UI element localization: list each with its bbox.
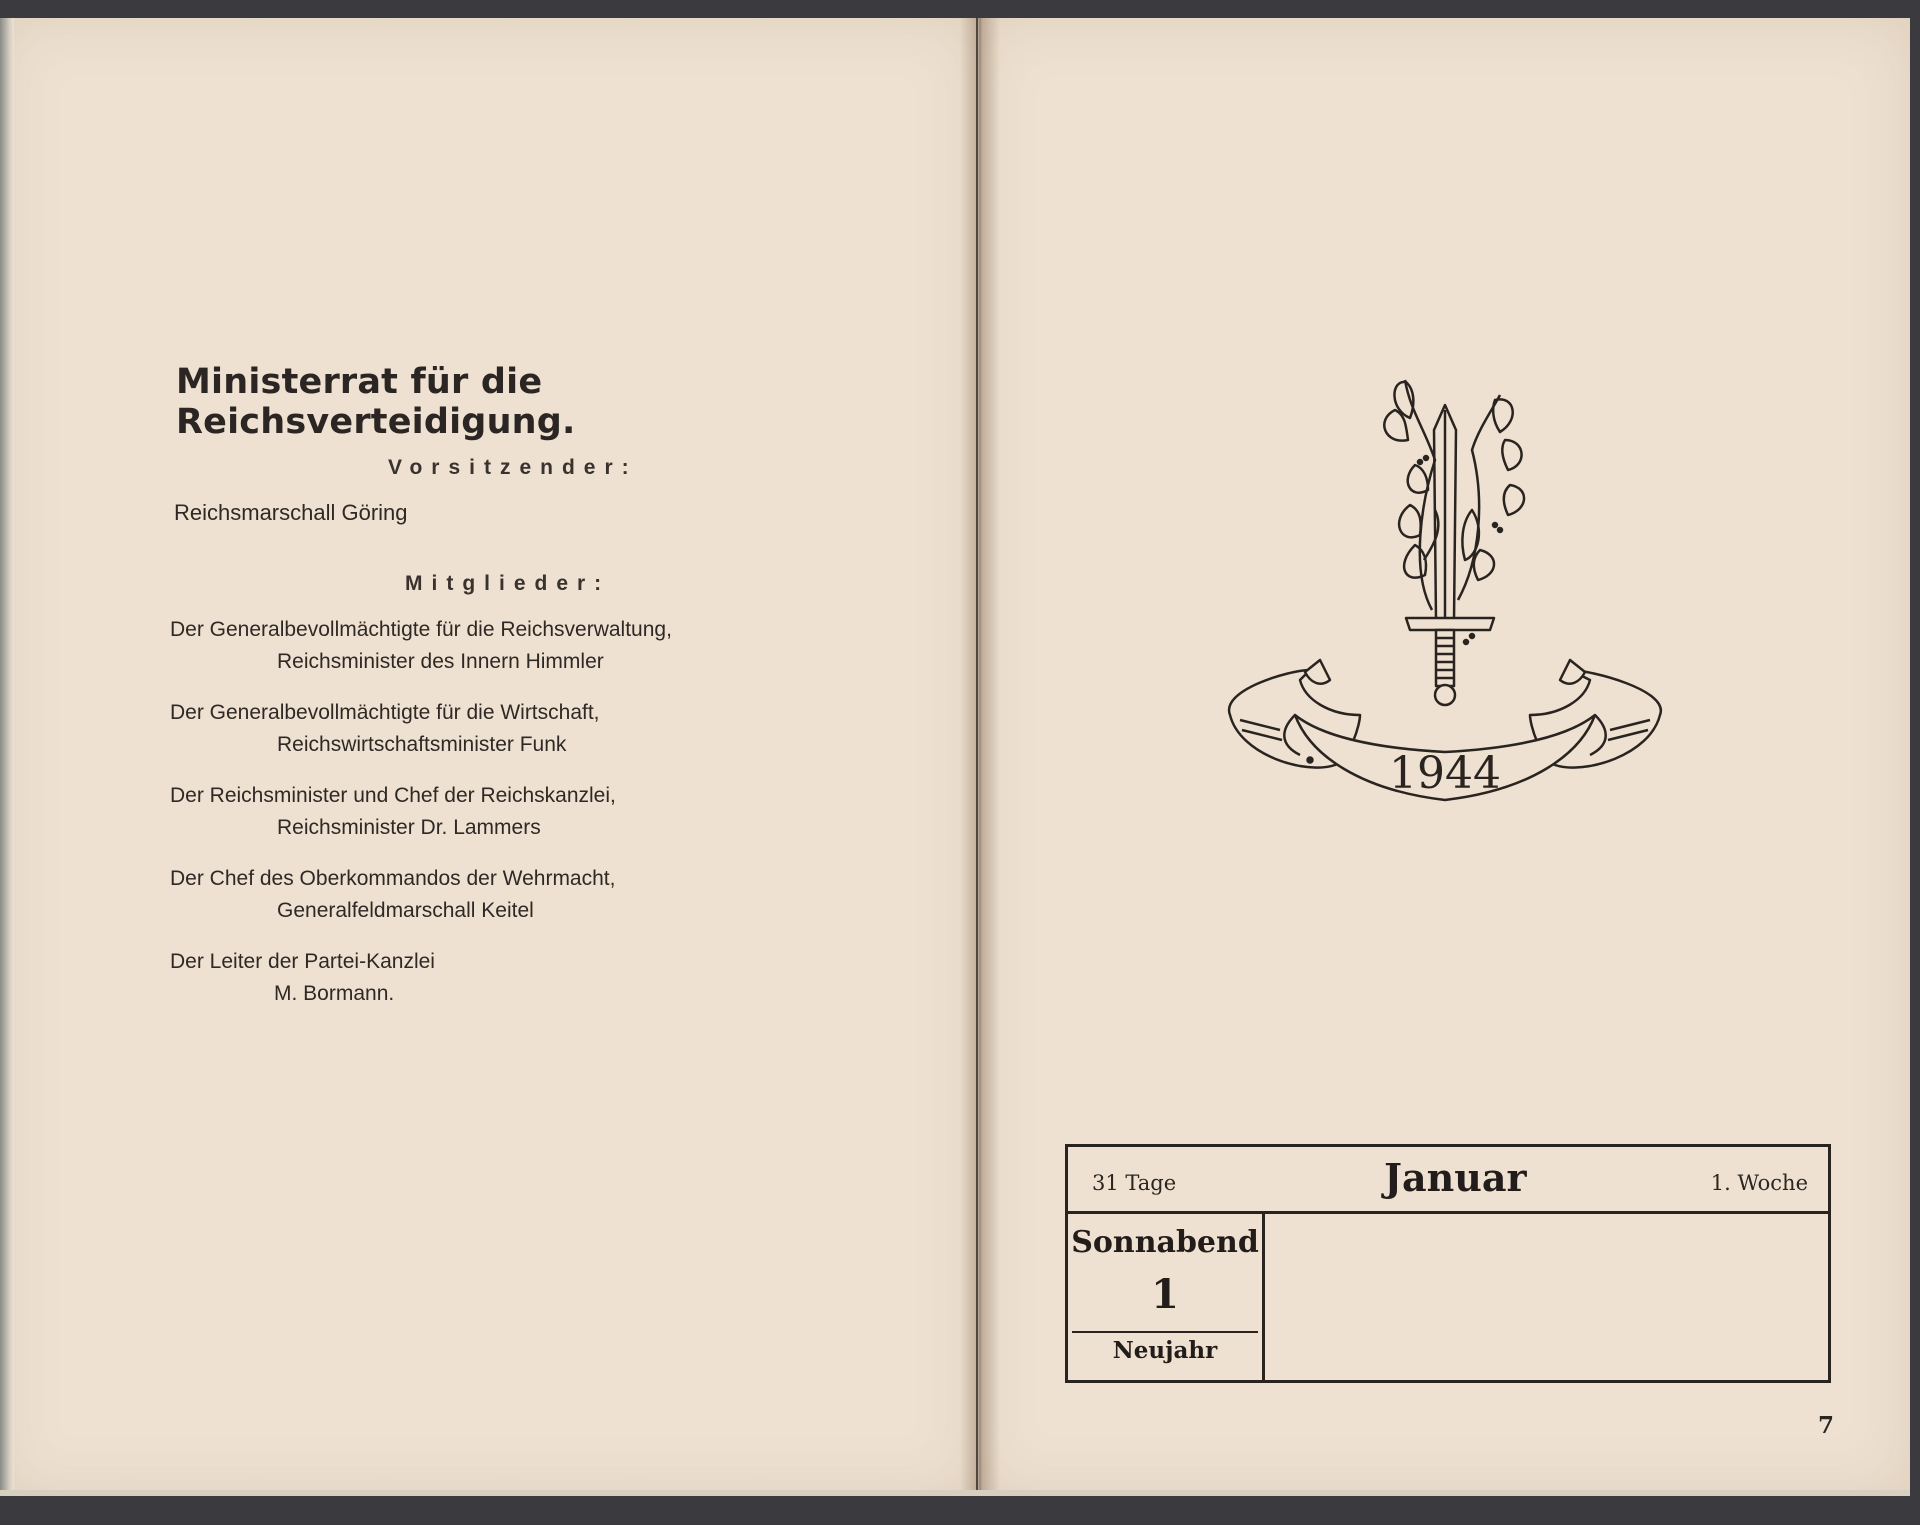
member-title: Der Generalbevollmächtigte für die Reichsverwaltung, bbox=[170, 618, 672, 641]
calendar-entry-box bbox=[1065, 1144, 1831, 1383]
member-title: Der Leiter der Partei-Kanzlei bbox=[170, 950, 435, 973]
holiday-name: Neujahr bbox=[1112, 1337, 1218, 1364]
emblem-year: 1944 bbox=[1389, 748, 1501, 799]
day-number: 1 bbox=[1151, 1271, 1179, 1318]
member-title: Der Generalbevollmächtigte für die Wirtschaft, bbox=[170, 701, 600, 724]
member-title: Der Chef des Oberkommandos der Wehrmacht, bbox=[170, 867, 616, 890]
chair-label: Vorsitzender: bbox=[388, 456, 638, 479]
member-name: Reichsminister des Innern Himmler bbox=[277, 650, 604, 673]
list-item bbox=[170, 697, 870, 761]
book-spine-edge bbox=[0, 18, 14, 1496]
members-list bbox=[170, 614, 870, 1029]
month-name: Januar bbox=[1384, 1155, 1527, 1200]
calendar-header bbox=[1068, 1147, 1828, 1214]
background-strip bbox=[0, 1496, 1920, 1525]
weekday-name: Sonnabend bbox=[1071, 1225, 1259, 1260]
member-name: Reichswirtschaftsminister Funk bbox=[277, 733, 567, 756]
page-heading: Ministerrat für die Reichsverteidigung. bbox=[176, 362, 576, 442]
list-item bbox=[170, 946, 870, 1010]
sword-laurel-emblem-icon bbox=[1210, 370, 1680, 830]
day-block bbox=[1068, 1211, 1265, 1380]
member-name: Generalfeldmarschall Keitel bbox=[277, 899, 534, 922]
chair-name: Reichsmarschall Göring bbox=[174, 500, 408, 525]
list-item bbox=[170, 614, 870, 678]
member-name: M. Bormann. bbox=[274, 982, 395, 1005]
days-count: 31 Tage bbox=[1092, 1171, 1177, 1195]
holiday-divider bbox=[1072, 1331, 1258, 1333]
page-number: 7 bbox=[1818, 1412, 1835, 1439]
member-title: Der Reichsminister und Chef der Reichskanzlei, bbox=[170, 784, 616, 807]
members-label: Mitglieder: bbox=[405, 572, 611, 595]
book-gutter bbox=[960, 18, 1000, 1496]
list-item bbox=[170, 780, 870, 844]
notes-area[interactable] bbox=[1265, 1211, 1828, 1380]
list-item bbox=[170, 863, 870, 927]
week-number: 1. Woche bbox=[1710, 1171, 1808, 1195]
member-name: Reichsminister Dr. Lammers bbox=[277, 816, 541, 839]
